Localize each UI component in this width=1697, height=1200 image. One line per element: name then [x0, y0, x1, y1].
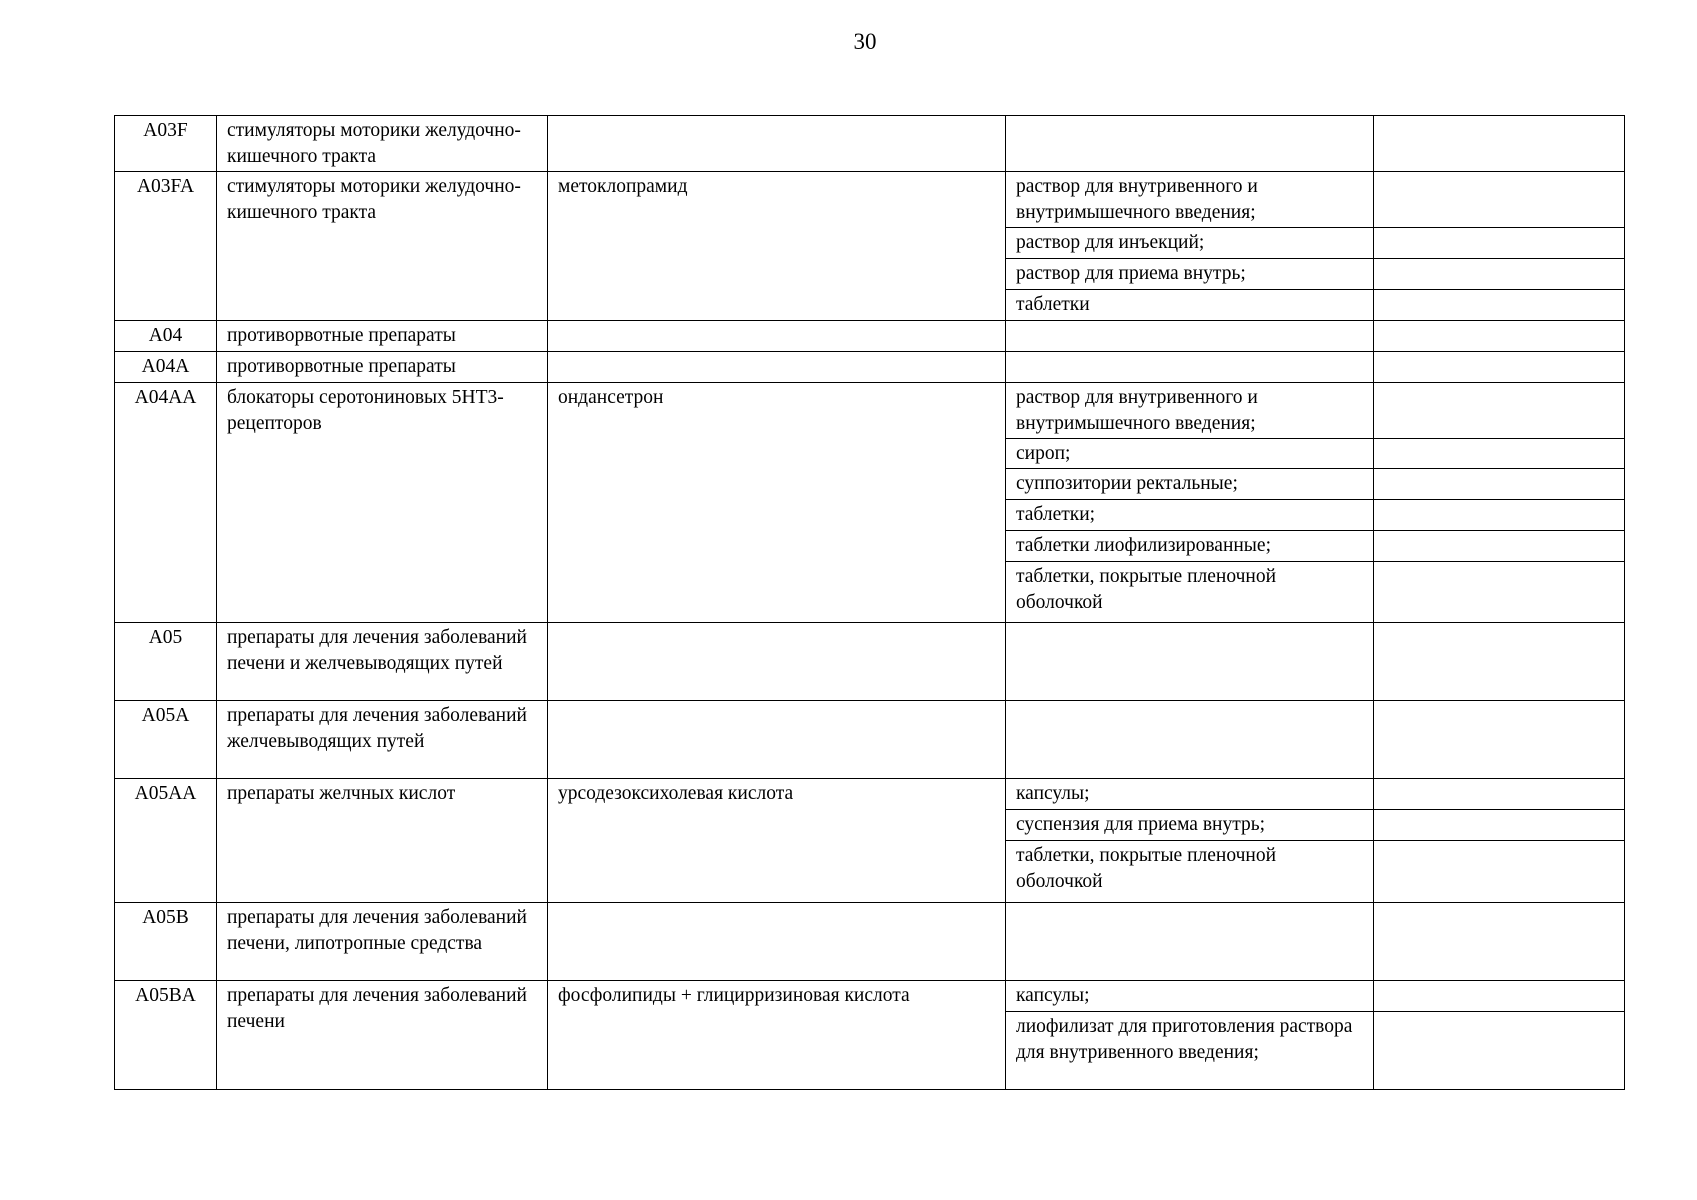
atc-code-cell: A05AA	[115, 779, 217, 903]
empty-cell	[1374, 701, 1625, 779]
substance-cell	[548, 623, 1006, 701]
drug-table	[114, 115, 1625, 1090]
dosage-form-cell	[1006, 321, 1374, 352]
empty-cell	[1374, 623, 1625, 701]
dosage-form-cell	[1006, 116, 1374, 172]
atc-code-cell: A05A	[115, 701, 217, 779]
group-name-cell: препараты для лечения заболеваний печени и желчевыводящих путей	[217, 623, 548, 701]
dosage-form-cell: раствор для инъекций;	[1006, 228, 1374, 259]
table-row	[115, 623, 1625, 701]
dosage-form-cell: сироп;	[1006, 439, 1374, 469]
dosage-form-cell: таблетки лиофилизированные;	[1006, 531, 1374, 562]
table-row	[115, 903, 1625, 981]
dosage-form-cell: раствор для приема внутрь;	[1006, 259, 1374, 290]
empty-cell	[1374, 172, 1625, 228]
dosage-form-cell: таблетки, покрытые пленочной оболочкой	[1006, 562, 1374, 623]
empty-cell	[1374, 228, 1625, 259]
dosage-form-cell	[1006, 623, 1374, 701]
substance-cell	[548, 116, 1006, 172]
empty-cell	[1374, 383, 1625, 439]
dosage-form-cell: раствор для внутривенного и внутримышечного введения;	[1006, 172, 1374, 228]
page-number: 30	[853, 29, 877, 54]
table-row	[115, 352, 1625, 383]
dosage-form-cell: капсулы;	[1006, 981, 1374, 1012]
table-row	[115, 701, 1625, 779]
empty-cell	[1374, 981, 1625, 1012]
drug-table-body	[115, 116, 1625, 1090]
dosage-form-cell	[1006, 352, 1374, 383]
empty-cell	[1374, 562, 1625, 623]
empty-cell	[1374, 439, 1625, 469]
dosage-form-cell: капсулы;	[1006, 779, 1374, 810]
empty-cell	[1374, 500, 1625, 531]
empty-cell	[1374, 810, 1625, 841]
empty-cell	[1374, 321, 1625, 352]
substance-cell: урсодезоксихолевая кислота	[548, 779, 1006, 903]
group-name-cell: противорвотные препараты	[217, 352, 548, 383]
table-row	[115, 383, 1625, 439]
dosage-form-cell: таблетки	[1006, 290, 1374, 321]
dosage-form-cell: суспензия для приема внутрь;	[1006, 810, 1374, 841]
substance-cell	[548, 701, 1006, 779]
dosage-form-cell: раствор для внутривенного и внутримышечного введения;	[1006, 383, 1374, 439]
substance-cell: метоклопрамид	[548, 172, 1006, 321]
empty-cell	[1374, 903, 1625, 981]
atc-code-cell: A05BA	[115, 981, 217, 1090]
dosage-form-cell: суппозитории ректальные;	[1006, 469, 1374, 500]
dosage-form-cell: таблетки, покрытые пленочной оболочкой	[1006, 841, 1374, 903]
empty-cell	[1374, 116, 1625, 172]
atc-code-cell: A03FA	[115, 172, 217, 321]
atc-code-cell: A04A	[115, 352, 217, 383]
atc-code-cell: A03F	[115, 116, 217, 172]
empty-cell	[1374, 1012, 1625, 1090]
empty-cell	[1374, 779, 1625, 810]
atc-code-cell: A04	[115, 321, 217, 352]
dosage-form-cell: лиофилизат для приготовления раствора для внутривенного введения;	[1006, 1012, 1374, 1090]
empty-cell	[1374, 259, 1625, 290]
empty-cell	[1374, 352, 1625, 383]
group-name-cell: стимуляторы моторики желудочно-кишечного тракта	[217, 172, 548, 321]
group-name-cell: блокаторы серотониновых 5HT3-рецепторов	[217, 383, 548, 623]
group-name-cell: противорвотные препараты	[217, 321, 548, 352]
table-row	[115, 981, 1625, 1012]
empty-cell	[1374, 290, 1625, 321]
empty-cell	[1374, 469, 1625, 500]
substance-cell	[548, 903, 1006, 981]
group-name-cell: препараты для лечения заболеваний печени	[217, 981, 548, 1090]
substance-cell	[548, 352, 1006, 383]
empty-cell	[1374, 841, 1625, 903]
group-name-cell: препараты для лечения заболеваний печени, липотропные средства	[217, 903, 548, 981]
dosage-form-cell	[1006, 701, 1374, 779]
group-name-cell: препараты для лечения заболеваний желчевыводящих путей	[217, 701, 548, 779]
dosage-form-cell	[1006, 903, 1374, 981]
group-name-cell: препараты желчных кислот	[217, 779, 548, 903]
atc-code-cell: A05	[115, 623, 217, 701]
atc-code-cell: A04AA	[115, 383, 217, 623]
group-name-cell: стимуляторы моторики желудочно-кишечного тракта	[217, 116, 548, 172]
dosage-form-cell: таблетки;	[1006, 500, 1374, 531]
substance-cell: ондансетрон	[548, 383, 1006, 623]
table-row	[115, 116, 1625, 172]
table-row	[115, 172, 1625, 228]
substance-cell	[548, 321, 1006, 352]
table-row	[115, 321, 1625, 352]
empty-cell	[1374, 531, 1625, 562]
table-row	[115, 779, 1625, 810]
atc-code-cell: A05B	[115, 903, 217, 981]
substance-cell: фосфолипиды + глицирризиновая кислота	[548, 981, 1006, 1090]
